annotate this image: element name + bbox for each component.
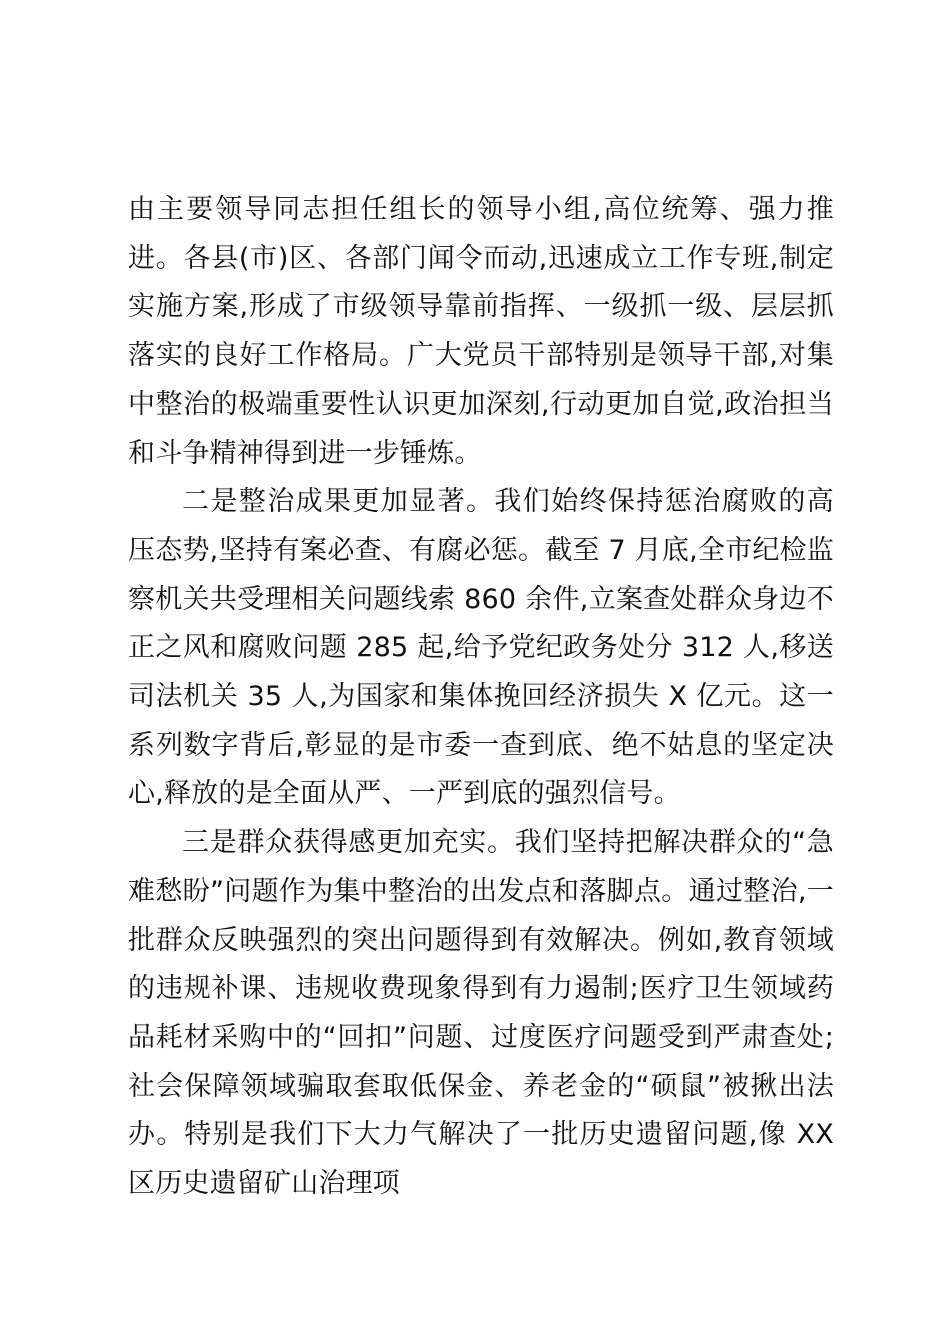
document-body (128, 186, 834, 1209)
paragraph-public-satisfaction: 三是群众获得感更加充实。我们坚持把解决群众的“急难愁盼”问题作为集中整治的出发点和落脚点。通过整治,一批群众反映强烈的突出问题得到有效解决。例如,教育领域的违规补课、违规收费现象得到有力遏制;医疗卫生领域药品耗材采购中的“回扣”问题、过度医疗问题受到严肃查处;社会保障领域骗取套取低保金、养老金的“硕鼠”被揪出法办。特别是我们下大力气解决了一批历史遗留问题,像 XX 区历史遗留矿山治理项 (128, 827, 834, 1200)
paragraph-rectification-results: 二是整治成果更加显著。我们始终保持惩治腐败的高压态势,坚持有案必查、有腐必惩。截至 7 月底,全市纪检监察机关共受理相关问题线索 860 余件,立案查处群众身边不正之风和腐败问题 285 起,给予党纪政务处分 312 人,移送司法机关 35 人,为国家和集体挽回经济损失 X 亿元。这一系列数字背后,彰显的是市委一查到底、绝不姑息的坚定决心,释放的是全面从严、一严到底的强烈信号。 (128, 486, 834, 810)
paragraph-continued: 由主要领导同志担任组长的领导小组,高位统筹、强力推进。各县(市)区、各部门闻令而动,迅速成立工作专班,制定实施方案,形成了市级领导靠前指挥、一级抓一级、层层抓落实的良好工作格局。广大党员干部特别是领导干部,对集中整治的极端重要性认识更加深刻,行动更加自觉,政治担当和斗争精神得到进一步锤炼。 (128, 194, 834, 469)
